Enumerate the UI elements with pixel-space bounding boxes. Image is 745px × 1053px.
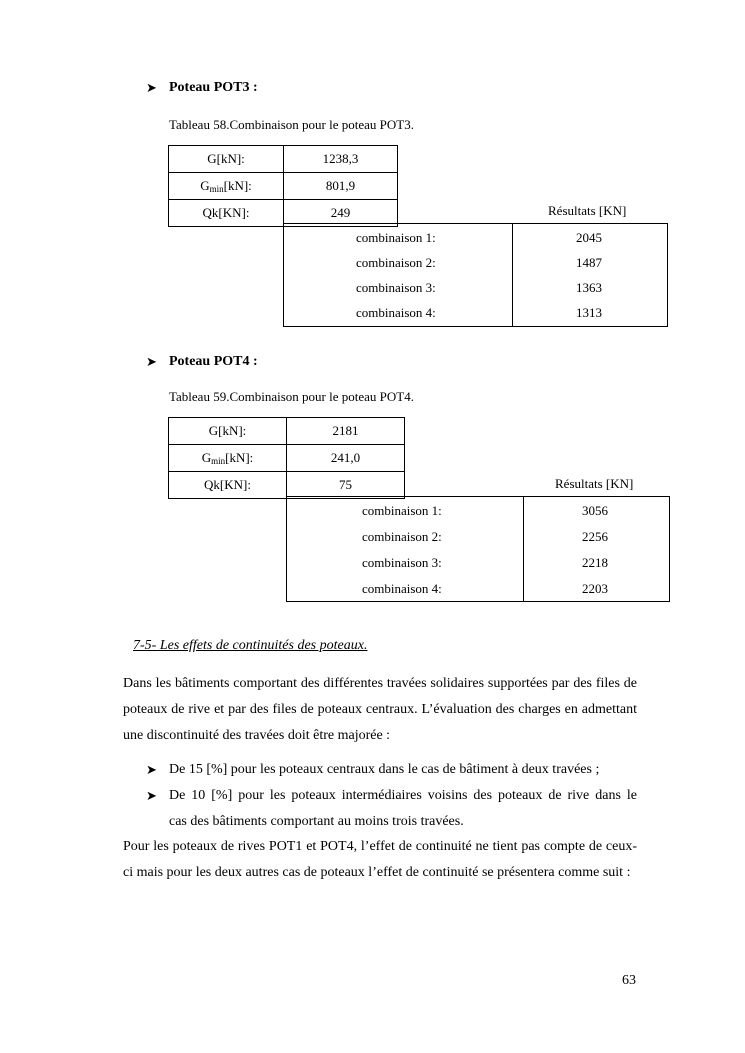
input-value: 2181 [287,418,405,445]
combination-label: combinaison 4: [362,581,442,596]
combination-value: 2203 [582,581,608,596]
combination-value: 2218 [582,555,608,570]
pot4-combination-table [286,496,670,602]
combination-label: combinaison 3: [362,555,442,570]
arrow-bullet-icon: ➤ [146,762,157,777]
pot3-heading: Poteau POT3 : [169,80,258,95]
input-label: Qk[KN]: [169,200,284,227]
pot4-caption: Tableau 59.Combinaison pour le poteau POT4. [169,389,414,404]
pot4-results-header: Résultats [KN] [555,476,634,491]
paragraph-intro: Dans les bâtiments comportant des différentes travées solidaires supportées par des files de poteaux de rive et par des files de poteaux centraux. L’évaluation des charges en admettant une discontinuité des travées doit être majorée : [123,676,637,743]
arrow-bullet-icon: ➤ [146,788,157,803]
combination-value: 2045 [576,230,602,245]
pot3-results-header: Résultats [KN] [548,203,627,218]
paragraph-conclusion: Pour les poteaux de rives POT1 et POT4, l’effet de continuité ne tient pas compte de ceux-ci mais pour les deux autres cas de poteaux l’effet de continuité se présentera comme suit : [123,839,637,880]
input-label: $G_{min}[kN]$: [169,173,284,200]
input-label: G[kN]: [169,418,287,445]
list-item: De 15 [%] pour les poteaux centraux dans le cas de bâtiment à deux travées ; [169,762,600,777]
combination-value: 1487 [576,255,602,270]
combination-value: 1313 [576,305,602,320]
input-value: 1238,3 [284,146,398,173]
combination-label: combinaison 2: [362,529,442,544]
combination-value: 2256 [582,529,608,544]
table-row [169,173,398,200]
combination-label: combinaison 4: [356,305,436,320]
table-row [169,472,405,499]
input-label: Qk[KN]: [169,472,287,499]
pot3-combination-table [283,223,668,327]
pot4-heading: Poteau POT4 : [169,354,258,369]
list-item: De 10 [%] pour les poteaux intermédiaires voisins des poteaux de rive dans le [169,788,637,803]
arrow-bullet-icon: ➤ [146,354,157,369]
combination-label: combinaison 1: [362,503,442,518]
input-value: 249 [284,200,398,227]
combination-value: 1363 [576,280,602,295]
table-row [169,445,405,472]
combination-value: 3056 [582,503,608,518]
input-value: 801,9 [284,173,398,200]
list-item-continuation: cas des bâtiments comportant au moins trois travées. [169,814,464,829]
arrow-bullet-icon: ➤ [146,80,157,95]
pot3-inputs-table [168,145,398,227]
input-label: G[kN]: [169,146,284,173]
combination-label: combinaison 2: [356,255,436,270]
input-label: $G_{min}[kN]$: [169,445,287,472]
pot4-inputs-table [168,417,405,499]
pot3-caption: Tableau 58.Combinaison pour le poteau POT3. [169,117,414,132]
input-value: 75 [287,472,405,499]
input-value: 241,0 [287,445,405,472]
combination-label: combinaison 1: [356,230,436,245]
section-title: 7-5- Les effets de continuités des poteaux. [133,638,368,653]
table-row [169,146,398,173]
page-number: 63 [622,973,636,988]
table-row [169,418,405,445]
combination-label: combinaison 3: [356,280,436,295]
